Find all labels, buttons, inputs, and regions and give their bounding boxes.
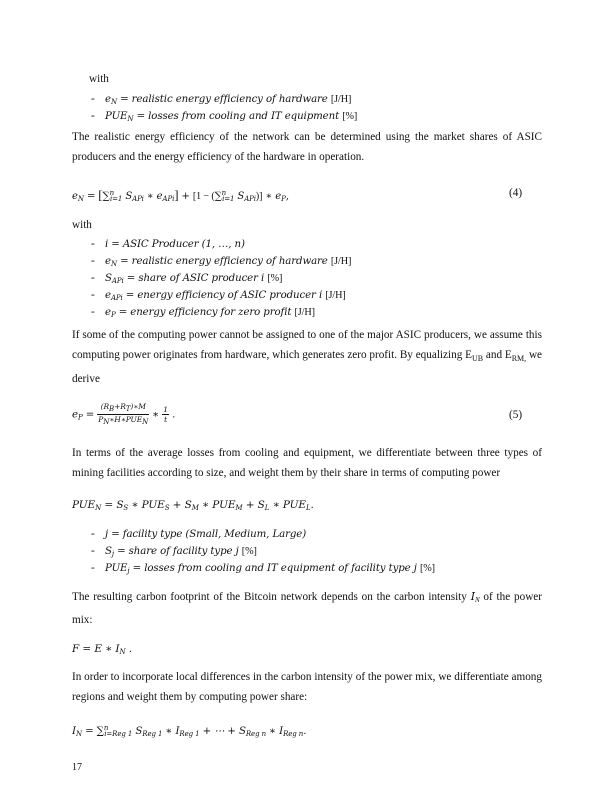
bullet-dash: - (91, 272, 95, 284)
equation-number-4: (4) (509, 187, 523, 199)
with-label-2: with (72, 219, 92, 231)
bullet-dash: - (91, 93, 95, 105)
page-number: 17 (72, 762, 82, 773)
bullet-dash: - (91, 255, 95, 267)
bullet-dash: - (91, 306, 95, 318)
paragraph-network-efficiency: The realistic energy efficiency of the network can be determined using the market shares of ASIC producers and the energy efficiency of the hardware in operation. (72, 131, 542, 163)
paper-page: with - $e_N$ = realistic energy efficiency of hardware [J/H] - $PUE_N$ = losses from cooling and IT equipment [%] The realistic energy efficiency of the network can be determined using the market shares of ASIC producers and the energy efficiency of the hardware in operation. $e_N = [\sum^n_{i=1}$ $S_{APi}$ ∗ $e_{APi}] + [1 - (\sum^n_{i=1}$ $S_{APi}$)] ∗ $e_P$, (4) with - i = ASIC Producer (1, …, n) - $e_N$ = realistic energy efficiency of hardware [J/H] - $S_{APi}$ = share of ASIC producer i [%] - $e_{APi}$ = energy efficiency of ASIC producer i [J/H] - $e_P$ = energy efficiency for zero profit [J/H] If some of the computing power cannot be assigned to one of the major ASIC producers, we assume this computing power originates from hardware, which generates zero profit. By equalizing $E_{UB}$ and $E_{RM,}$ we derive $e_P$ = $\frac{(R_B+R_T)∗M}{P_N∗H∗PUE_N}$ ∗ $\frac{1}{t}$ . (5) In terms of the average losses from cooling and equipment, we differentiate between three types of mining facilities according to size, and weight them by their share in terms of computing power $PUE_N = S_S$ ∗ $PUE_S + S_M$ ∗ $PUE_M + S_L$ ∗ $PUE_L$. - j = facility type (Small, Medium, Large) - $S_j$ = share of facility type j [%] - $PUE_j$ = losses from cooling and IT equipment of facility type j [%] The resulting carbon footprint of the Bitcoin network depends on the carbon intensity $I_N$ of the power mix: F = E ∗ $I_N$ . In order to incorporate local differences in the carbon intensity of the power mix, we differentiate among regions and weight them by computing power share: $I_N = \sum^n_{i=Reg 1}$ $S_{Reg 1}$ ∗ $I_{Reg 1}$ + ⋯ + $S_{Reg n}$ ∗ $I_{Reg n}$. 17 (72, 73, 542, 773)
equation-4: $e_N = [\sum^n_{i=1}$ $S_{APi}$ ∗ $e_{APi}] + [1 - (\sum^n_{i=1}$ $S_{APi}$)] ∗ $e_P$, (72, 187, 289, 203)
bullet-dash: - (91, 110, 95, 122)
equation-number-5: (5) (509, 409, 523, 421)
equation-5: $e_P$ = $\frac{(R_B+R_T)∗M}{P_N∗H∗PUE_N}$ ∗ $\frac{1}{t}$ . (72, 402, 176, 426)
paragraph-zero-profit: If some of the computing power cannot be assigned to one of the major ASIC producers, we assume this computing power originates from hardware, which generates zero profit. By equalizing $E_{UB}$ and $E_{RM,}$ we derive (72, 329, 542, 386)
paragraph-carbon-footprint: The resulting carbon footprint of the Bitcoin network depends on the carbon intensity $I_N$ of the power mix: (72, 590, 542, 626)
bullet-dash: - (91, 562, 95, 574)
paragraph-cooling-losses: In terms of the average losses from cooling and equipment, we differentiate between three types of mining facilities according to size, and weight them by their share in terms of computing power (72, 447, 542, 479)
bullet-dash: - (91, 528, 95, 540)
paragraph-regional-intensity: In order to incorporate local differences in the carbon intensity of the power mix, we differentiate among regions and weight them by computing power share: (72, 671, 542, 703)
bullet-dash: - (91, 545, 95, 557)
equation-pue: $PUE_N = S_S$ ∗ $PUE_S + S_M$ ∗ $PUE_M + S_L$ ∗ $PUE_L$. (72, 499, 314, 512)
bullet-dash: - (91, 289, 95, 301)
equation-footprint: F = E ∗ $I_N$ . (72, 643, 132, 656)
bullet-dash: - (91, 238, 95, 250)
equation-intensity: $I_N = \sum^n_{i=Reg 1}$ $S_{Reg 1}$ ∗ $I_{Reg 1}$ + ⋯ + $S_{Reg n}$ ∗ $I_{Reg n}$. (72, 724, 307, 738)
with-label-1: with (89, 73, 109, 85)
